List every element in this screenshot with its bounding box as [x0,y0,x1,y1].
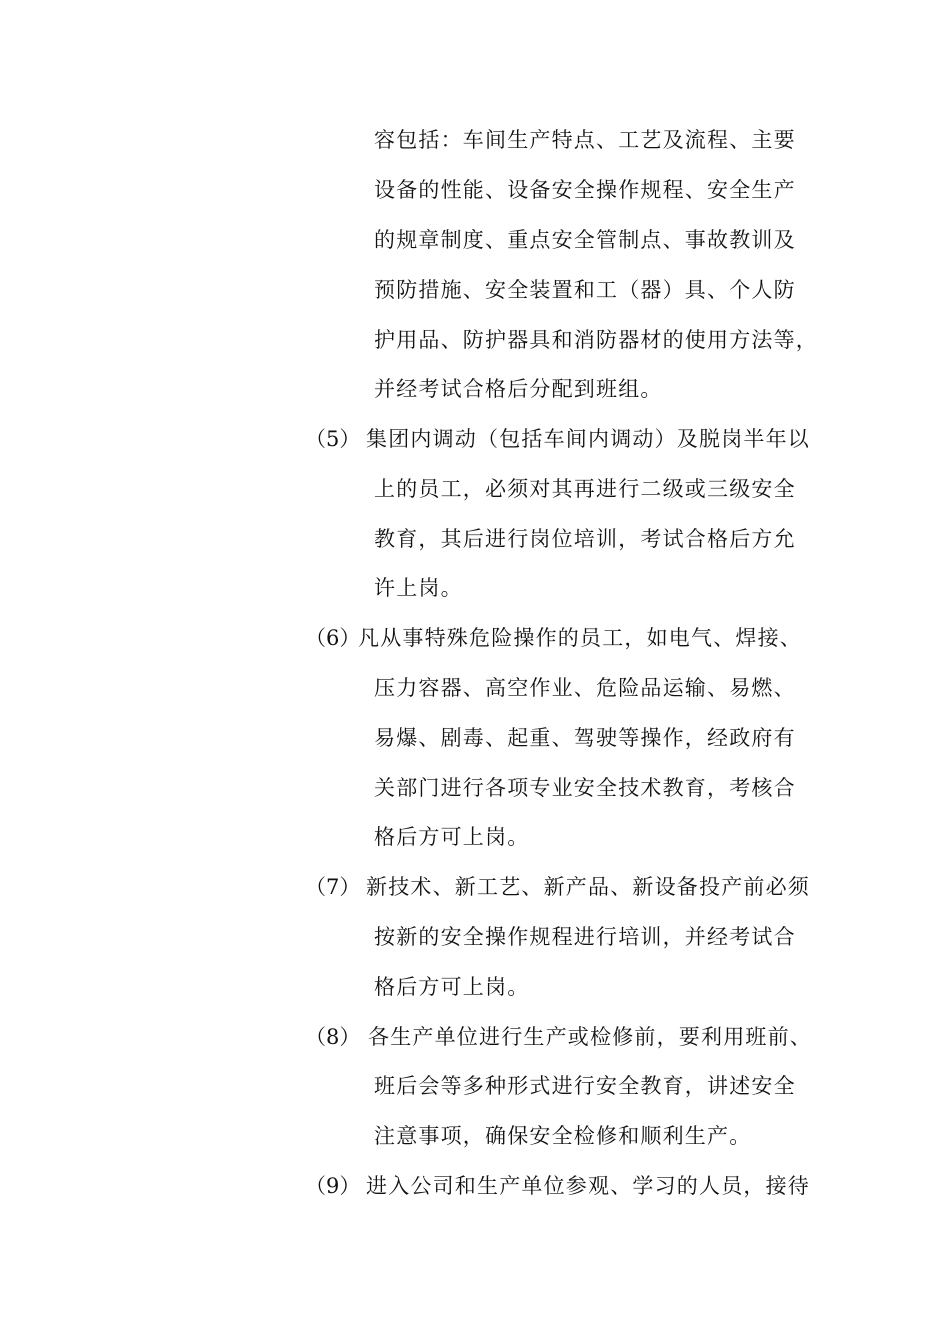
intro-line: 预防措施、安全装置和工（器）具、个人防 [374,278,796,302]
item-line: 许上岗。 [374,576,463,600]
intro-line: 容包括：车间生产特点、工艺及流程、主要 [374,128,796,152]
item-line: 按新的安全操作规程进行培训，并经考试合 [374,925,796,949]
item-line: 上的员工，必须对其再进行二级或三级安全 [374,477,796,501]
item-number: （5） [305,427,361,451]
item-line: 凡从事特殊危险操作的员工，如电气、焊接、 [358,626,802,650]
item-line: 班后会等多种形式进行安全教育，讲述安全 [374,1074,796,1098]
item-line: 新技术、新工艺、新产品、新设备投产前必须 [366,875,810,899]
intro-line: 设备的性能、设备安全操作规程、安全生产 [374,178,796,202]
item-line: 易爆、剧毒、起重、驾驶等操作，经政府有 [374,726,796,750]
item-number: （8） [305,1025,361,1049]
item-line: 格后方可上岗。 [374,975,530,999]
item-line: 格后方可上岗。 [374,825,530,849]
intro-line: 护用品、防护器具和消防器材的使用方法等， [374,328,818,352]
item-line: 关部门进行各项专业安全技术教育，考核合 [374,776,796,800]
item-number: （6） [305,626,361,650]
item-line: 注意事项，确保安全检修和顺利生产。 [374,1124,752,1148]
item-line: 进入公司和生产单位参观、学习的人员，接待 [366,1174,810,1198]
item-line: 各生产单位进行生产或检修前，要利用班前、 [368,1025,812,1049]
item-line: 教育，其后进行岗位培训，考试合格后方允 [374,527,796,551]
item-line: 压力容器、高空作业、危险品运输、易燃、 [374,676,796,700]
intro-line: 并经考试合格后分配到班组。 [374,377,663,401]
intro-line: 的规章制度、重点安全管制点、事故教训及 [374,228,796,252]
item-number: （9） [305,1174,361,1198]
item-line: 集团内调动（包括车间内调动）及脱岗半年以 [366,427,810,451]
item-number: （7） [305,875,361,899]
